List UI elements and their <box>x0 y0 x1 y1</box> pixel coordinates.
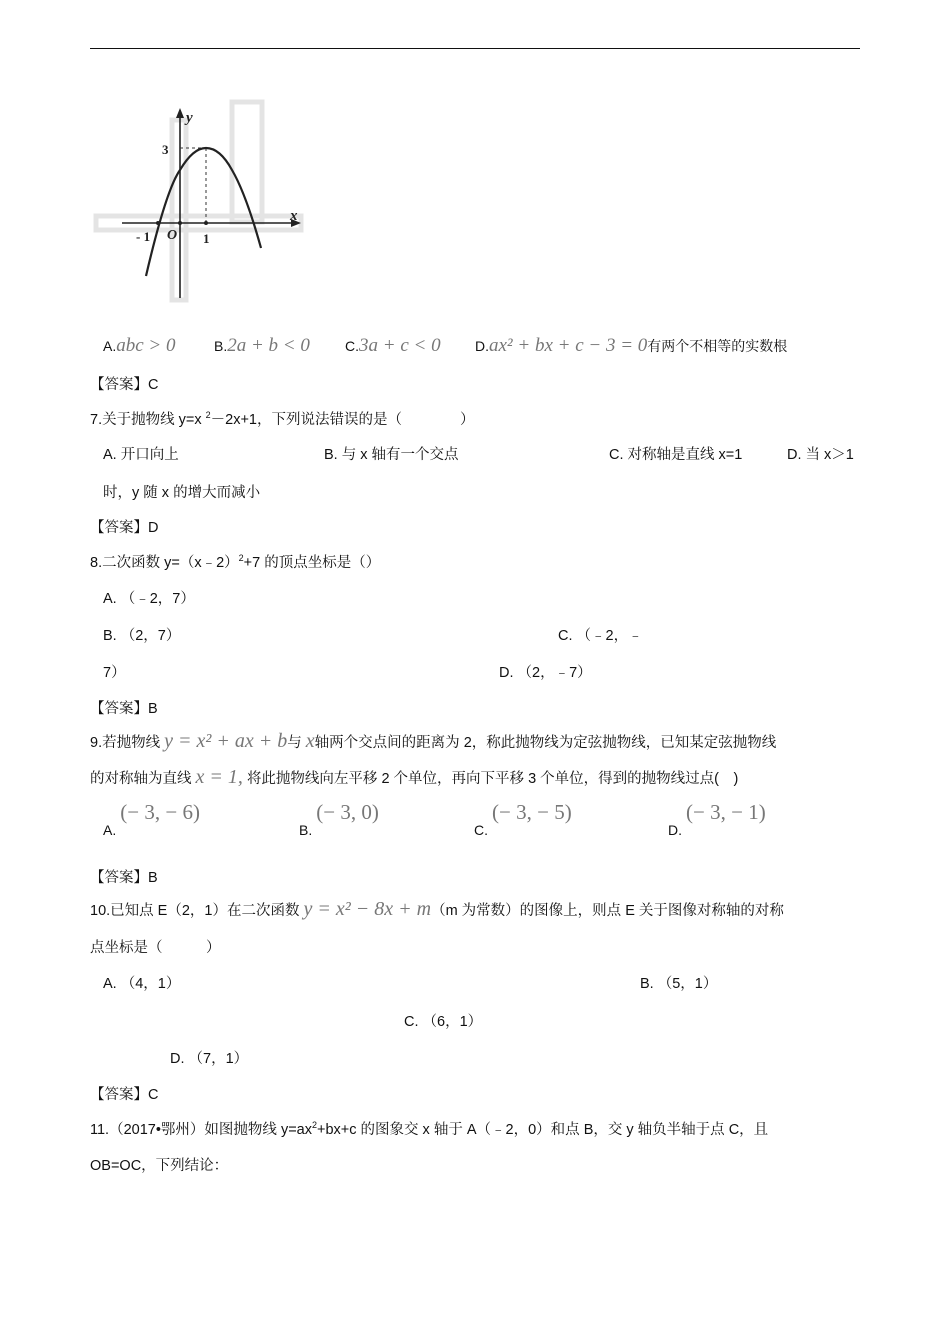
q7-stem-rest: －2x+1，下列说法错误的是（ ） <box>210 412 475 428</box>
q9-stem-math1: y = x² + ax + b <box>164 730 288 752</box>
q9-line2-math: x = 1, <box>195 766 243 788</box>
q9-option-d-prefix: D. <box>668 822 682 838</box>
q10-option-b[interactable]: B. （5，1） <box>640 976 718 992</box>
q10-stem-math: y = x² − 8x + m <box>303 898 432 920</box>
graph-y-label: y <box>186 110 193 126</box>
q6-option-b-prefix: B. <box>214 338 228 354</box>
q9-option-d[interactable] <box>668 800 766 838</box>
q10-stem-line2: 点坐标是（ ） <box>90 940 221 956</box>
q9-stem-pre: 9.若抛物线 <box>90 735 161 751</box>
q6-option-d-prefix: D. <box>475 338 489 354</box>
q6-option-c-prefix: C. <box>345 338 359 354</box>
q6-option-a-math: abc > 0 <box>116 335 176 356</box>
point-xneg1 <box>156 221 160 225</box>
q10-answer: 【答案】C <box>90 1087 159 1103</box>
q7-option-c[interactable]: C. 对称轴是直线 x=1 <box>609 447 743 463</box>
q10-stem-pre: 10.已知点 E（2，1）在二次函数 <box>90 903 300 919</box>
q9-line2-pre: 的对称轴为直线 <box>90 771 192 787</box>
q8-option-c-continued: 7） <box>103 665 126 681</box>
q10-option-d[interactable]: D. （7，1） <box>170 1051 249 1067</box>
q9-option-b-math: (− 3, 0) <box>316 800 379 824</box>
q6-answer: 【答案】C <box>90 377 159 393</box>
header-rule <box>90 48 860 49</box>
graph-scan-artifacts <box>96 102 301 300</box>
q8-option-a[interactable]: A. （﹣2，7） <box>103 591 195 607</box>
q8-stem-sup: 2 <box>238 553 244 563</box>
q9-stem-mid: 与 <box>287 735 302 751</box>
q9-option-a-math: (− 3, − 6) <box>120 800 200 824</box>
q6-option-d[interactable] <box>475 335 787 357</box>
q6-option-a[interactable] <box>103 335 176 357</box>
q10-option-c[interactable]: C. （6，1） <box>404 1014 483 1030</box>
q7-option-d-continued: 时，y 随 x 的增大而减小 <box>103 485 261 501</box>
q7-stem-text: 7.关于抛物线 y=x <box>90 412 206 428</box>
q6-option-c-math: 3a + c < 0 <box>359 335 441 356</box>
q7-option-d[interactable]: D. 当 x＞1 <box>787 447 854 463</box>
q11-stem-line2: OB=OC，下列结论： <box>90 1158 229 1174</box>
q9-option-c[interactable] <box>474 800 572 838</box>
q7-option-a[interactable]: A. 开口向上 <box>103 447 179 463</box>
q11-stem-sup: 2 <box>311 1120 317 1130</box>
q7-option-b[interactable]: B. 与 x 轴有一个交点 <box>324 447 459 463</box>
q8-stem-text: 8.二次函数 y=（x﹣2） <box>90 555 239 571</box>
q9-stem-line1 <box>90 730 776 753</box>
graph-label-origin: O <box>167 228 178 243</box>
q11-stem-line1 <box>90 1118 768 1139</box>
q8-option-c[interactable]: C. （﹣2，﹣ <box>558 628 643 644</box>
q9-option-c-prefix: C. <box>474 822 488 838</box>
graph-x-label: x <box>290 208 298 224</box>
q9-option-a-prefix: A. <box>103 822 117 838</box>
q9-stem-post: 轴两个交点间的距离为 2，称此抛物线为定弦抛物线，已知某定弦抛物线 <box>314 735 777 751</box>
q9-answer: 【答案】B <box>90 870 158 886</box>
q8-answer: 【答案】B <box>90 701 158 717</box>
q9-option-b[interactable] <box>299 800 379 838</box>
q7-stem-sup: 2 <box>205 410 211 420</box>
graph-label-neg1: - 1 <box>136 229 151 244</box>
q11-stem-post: +bx+c 的图象交 x 轴于 A（﹣2，0）和点 B，交 y 轴负半轴于点 C，且 <box>317 1122 769 1138</box>
q9-option-d-math: (− 3, − 1) <box>686 800 766 824</box>
q6-option-b-math: 2a + b < 0 <box>227 335 310 356</box>
q9-stem-math2: x <box>305 730 315 752</box>
parabola-graph <box>92 98 312 303</box>
q8-stem-rest: +7 的顶点坐标是（） <box>243 555 381 571</box>
y-axis-arrow-icon <box>176 108 184 118</box>
q10-stem-post: （m 为常数）的图像上，则点 E 关于图像对称轴的对称 <box>431 903 784 919</box>
graph-label-3: 3 <box>162 142 169 157</box>
q10-option-a[interactable]: A. （4，1） <box>103 976 181 992</box>
q6-option-c[interactable] <box>345 335 441 357</box>
point-x1 <box>204 221 208 225</box>
parabola-curve <box>146 148 261 276</box>
q8-stem <box>90 551 380 572</box>
q6-option-d-math: ax² + bx + c − 3 = 0 <box>489 335 648 356</box>
q8-option-d[interactable]: D. （2，﹣7） <box>499 665 592 681</box>
point-origin <box>178 221 182 225</box>
q11-stem-pre: 11.（2017•鄂州）如图抛物线 y=ax <box>90 1122 312 1138</box>
q6-option-d-text: 有两个不相等的实数根 <box>647 338 788 354</box>
q9-stem-line2 <box>90 766 738 789</box>
q6-option-a-prefix: A. <box>103 338 117 354</box>
q6-option-b[interactable] <box>214 335 310 357</box>
q7-answer: 【答案】D <box>90 520 159 536</box>
q9-line2-post: 将此抛物线向左平移 2 个单位，再向下平移 3 个单位，得到的抛物线过点( ) <box>246 771 739 787</box>
q8-option-b[interactable]: B. （2，7） <box>103 628 181 644</box>
q9-option-b-prefix: B. <box>299 822 313 838</box>
q7-stem <box>90 408 475 429</box>
graph-label-1: 1 <box>203 231 210 246</box>
q9-option-a[interactable] <box>103 800 200 838</box>
q10-stem-line1 <box>90 898 784 921</box>
q9-option-c-math: (− 3, − 5) <box>492 800 572 824</box>
